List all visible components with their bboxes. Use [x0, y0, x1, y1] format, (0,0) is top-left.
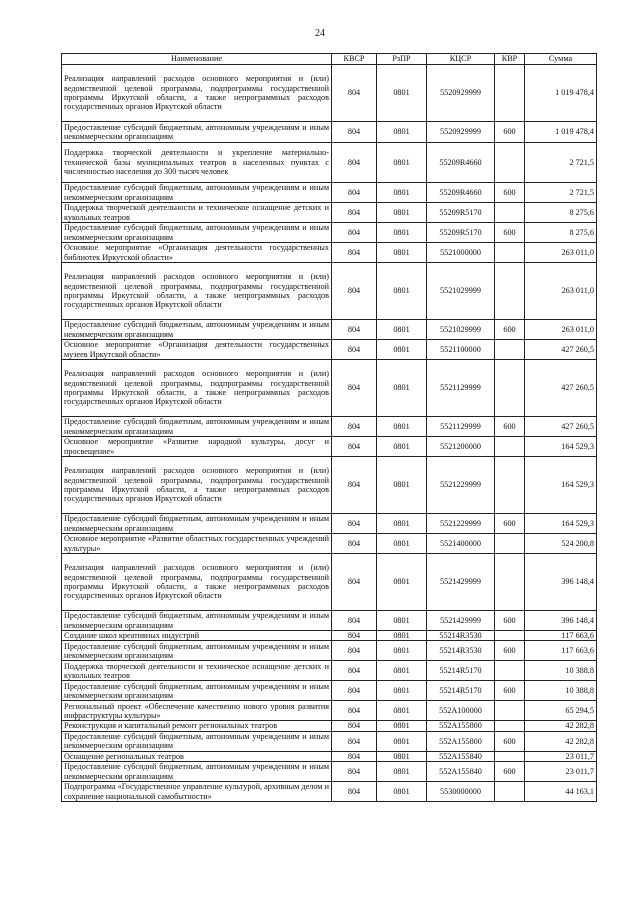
cell-rzpr: 0801 [377, 122, 427, 143]
header-sum: Сумма [525, 54, 597, 65]
cell-kcsr: 55209R4660 [427, 143, 495, 183]
cell-kvsr: 804 [332, 223, 377, 243]
cell-name: Предоставление субсидий бюджетным, автономным учреждениям и иным некоммерческим организациям [62, 611, 332, 631]
cell-name: Предоставление субсидий бюджетным, автономным учреждениям и иным некоммерческим организациям [62, 762, 332, 782]
cell-kvsr: 804 [332, 782, 377, 802]
cell-kvsr: 804 [332, 340, 377, 360]
cell-kvr [495, 751, 525, 761]
cell-sum: 396 148,4 [525, 554, 597, 611]
table-row [62, 762, 597, 782]
table-row [62, 782, 597, 802]
cell-kcsr: 5521429999 [427, 611, 495, 631]
cell-kvr [495, 701, 525, 721]
cell-name: Основное мероприятие «Организация деятельности государственных музеев Иркутской области» [62, 340, 332, 360]
cell-sum: 427 260,5 [525, 360, 597, 417]
cell-kvr: 600 [495, 223, 525, 243]
header-rzpr: РзПР [377, 54, 427, 65]
table-row [62, 514, 597, 534]
cell-kvr [495, 721, 525, 731]
cell-sum: 164 529,3 [525, 457, 597, 514]
table-row [62, 203, 597, 223]
cell-kvsr: 804 [332, 143, 377, 183]
table-row [62, 143, 597, 183]
cell-name: Поддержка творческой деятельности и укрепление материально-технической базы муниципальных театров в населенных пунктах с численностью населения до 300 тысяч человек [62, 143, 332, 183]
cell-rzpr: 0801 [377, 701, 427, 721]
cell-kvr [495, 661, 525, 681]
header-kvsr: КВСР [332, 54, 377, 65]
cell-name: Предоставление субсидий бюджетным, автономным учреждениям и иным некоммерческим организациям [62, 514, 332, 534]
cell-sum: 117 663,6 [525, 631, 597, 641]
cell-kcsr: 5520929999 [427, 122, 495, 143]
cell-kvr: 600 [495, 183, 525, 203]
cell-name: Реализация направлений расходов основного мероприятия и (или) ведомственной целевой программы, подпрограммы государственной программы Иркутской области, а также непрограммных расходов государственных органов Иркутской области [62, 457, 332, 514]
cell-kcsr: 5521129999 [427, 360, 495, 417]
cell-kvsr: 804 [332, 554, 377, 611]
cell-rzpr: 0801 [377, 263, 427, 320]
cell-kvr: 600 [495, 731, 525, 751]
table-row [62, 731, 597, 751]
cell-kvr: 600 [495, 681, 525, 701]
cell-kcsr: 5521400000 [427, 534, 495, 554]
cell-kvsr: 804 [332, 203, 377, 223]
cell-name: Предоставление субсидий бюджетным, автономным учреждениям и иным некоммерческим организациям [62, 183, 332, 203]
cell-kvsr: 804 [332, 514, 377, 534]
cell-sum: 117 663,6 [525, 641, 597, 661]
cell-kcsr: 5521029999 [427, 263, 495, 320]
cell-kvsr: 804 [332, 183, 377, 203]
table-row [62, 554, 597, 611]
cell-kcsr: 552A155840 [427, 762, 495, 782]
cell-kvr [495, 554, 525, 611]
cell-sum: 10 388,8 [525, 661, 597, 681]
cell-name: Региональный проект «Обеспечение качественно нового уровня развития инфраструктуры культуры» [62, 701, 332, 721]
table-row [62, 534, 597, 554]
cell-kcsr: 5521429999 [427, 554, 495, 611]
cell-kcsr: 55209R5170 [427, 223, 495, 243]
cell-rzpr: 0801 [377, 457, 427, 514]
cell-rzpr: 0801 [377, 340, 427, 360]
cell-kcsr: 55214R3530 [427, 641, 495, 661]
table-row [62, 661, 597, 681]
cell-kcsr: 5530000000 [427, 782, 495, 802]
cell-kcsr: 5521229999 [427, 514, 495, 534]
cell-kvsr: 804 [332, 641, 377, 661]
cell-kvr: 600 [495, 611, 525, 631]
cell-name: Реконструкция и капитальный ремонт региональных театров [62, 721, 332, 731]
cell-rzpr: 0801 [377, 721, 427, 731]
cell-sum: 23 011,7 [525, 751, 597, 761]
cell-name: Предоставление субсидий бюджетным, автономным учреждениям и иным некоммерческим организациям [62, 417, 332, 437]
cell-rzpr: 0801 [377, 751, 427, 761]
cell-kcsr: 5521029999 [427, 320, 495, 340]
cell-kcsr: 55209R5170 [427, 203, 495, 223]
cell-kvsr: 804 [332, 417, 377, 437]
cell-kvsr: 804 [332, 751, 377, 761]
cell-kvr: 600 [495, 417, 525, 437]
cell-kvr: 600 [495, 641, 525, 661]
cell-name: Предоставление субсидий бюджетным, автономным учреждениям и иным некоммерческим организациям [62, 320, 332, 340]
cell-rzpr: 0801 [377, 203, 427, 223]
cell-kcsr: 552A100000 [427, 701, 495, 721]
cell-rzpr: 0801 [377, 554, 427, 611]
cell-sum: 2 721,5 [525, 183, 597, 203]
cell-name: Основное мероприятие «Развитие народной культуры, досуг и просвещение» [62, 437, 332, 457]
cell-sum: 164 529,3 [525, 514, 597, 534]
cell-rzpr: 0801 [377, 782, 427, 802]
cell-kvr [495, 203, 525, 223]
cell-kcsr: 55214R3530 [427, 631, 495, 641]
cell-kvsr: 804 [332, 457, 377, 514]
cell-kvsr: 804 [332, 681, 377, 701]
cell-sum: 263 011,0 [525, 263, 597, 320]
cell-kvr [495, 631, 525, 641]
cell-kcsr: 5521200000 [427, 437, 495, 457]
cell-kvsr: 804 [332, 721, 377, 731]
cell-kcsr: 552A155840 [427, 751, 495, 761]
cell-kcsr: 55214R5170 [427, 681, 495, 701]
cell-kvsr: 804 [332, 437, 377, 457]
cell-kcsr: 552A155800 [427, 721, 495, 731]
table-header-row [62, 54, 597, 65]
cell-name: Создание школ креативных индустрий [62, 631, 332, 641]
cell-name: Реализация направлений расходов основного мероприятия и (или) ведомственной целевой программы, подпрограммы государственной программы Иркутской области, а также непрограммных расходов государственных органов Иркутской области [62, 360, 332, 417]
cell-kcsr: 552A155800 [427, 731, 495, 751]
table-row [62, 65, 597, 122]
cell-sum: 10 388,8 [525, 681, 597, 701]
cell-kvr [495, 457, 525, 514]
table-row [62, 183, 597, 203]
table-row [62, 340, 597, 360]
cell-kvr [495, 782, 525, 802]
cell-kvr: 600 [495, 122, 525, 143]
table-row [62, 611, 597, 631]
table-row [62, 243, 597, 263]
table-row [62, 263, 597, 320]
cell-kvr [495, 263, 525, 320]
cell-rzpr: 0801 [377, 417, 427, 437]
cell-name: Поддержка творческой деятельности и техническое оснащение детских и кукольных театров [62, 661, 332, 681]
cell-sum: 8 275,6 [525, 223, 597, 243]
cell-kvsr: 804 [332, 65, 377, 122]
table-row [62, 417, 597, 437]
cell-name: Предоставление субсидий бюджетным, автономным учреждениям и иным некоммерческим организациям [62, 122, 332, 143]
cell-name: Реализация направлений расходов основного мероприятия и (или) ведомственной целевой программы, подпрограммы государственной программы Иркутской области, а также непрограммных расходов государственных органов Иркутской области [62, 65, 332, 122]
cell-rzpr: 0801 [377, 360, 427, 417]
cell-sum: 427 260,5 [525, 340, 597, 360]
cell-name: Предоставление субсидий бюджетным, автономным учреждениям и иным некоммерческим организациям [62, 641, 332, 661]
cell-rzpr: 0801 [377, 631, 427, 641]
cell-kcsr: 5521000000 [427, 243, 495, 263]
page-number: 24 [315, 28, 325, 39]
table-row [62, 457, 597, 514]
cell-kvsr: 804 [332, 731, 377, 751]
cell-rzpr: 0801 [377, 183, 427, 203]
cell-sum: 23 011,7 [525, 762, 597, 782]
cell-rzpr: 0801 [377, 731, 427, 751]
cell-kvsr: 804 [332, 320, 377, 340]
cell-rzpr: 0801 [377, 143, 427, 183]
cell-kvr: 600 [495, 762, 525, 782]
table-row [62, 223, 597, 243]
cell-kvr [495, 243, 525, 263]
cell-sum: 524 200,8 [525, 534, 597, 554]
cell-kcsr: 5521100000 [427, 340, 495, 360]
cell-name: Подпрограмма «Государственное управление культурой, архивным делом и сохранение национальной самобытности» [62, 782, 332, 802]
cell-name: Реализация направлений расходов основного мероприятия и (или) ведомственной целевой программы, подпрограммы государственной программы Иркутской области, а также непрограммных расходов государственных органов Иркутской области [62, 554, 332, 611]
cell-kvsr: 804 [332, 534, 377, 554]
cell-kvsr: 804 [332, 611, 377, 631]
cell-kvr: 600 [495, 514, 525, 534]
cell-name: Основное мероприятие «Развитие областных государственных учреждений культуры» [62, 534, 332, 554]
cell-sum: 42 282,8 [525, 731, 597, 751]
cell-name: Предоставление субсидий бюджетным, автономным учреждениям и иным некоммерческим организациям [62, 731, 332, 751]
cell-rzpr: 0801 [377, 65, 427, 122]
table-row [62, 701, 597, 721]
cell-sum: 2 721,5 [525, 143, 597, 183]
table-row [62, 641, 597, 661]
cell-rzpr: 0801 [377, 437, 427, 457]
cell-name: Поддержка творческой деятельности и техническое оснащение детских и кукольных театров [62, 203, 332, 223]
cell-sum: 164 529,3 [525, 437, 597, 457]
cell-kvsr: 804 [332, 263, 377, 320]
table-row [62, 721, 597, 731]
cell-sum: 427 260,5 [525, 417, 597, 437]
header-name: Наименование [62, 54, 332, 65]
cell-sum: 8 275,6 [525, 203, 597, 223]
header-kcsr: КЦСР [427, 54, 495, 65]
cell-sum: 65 294,5 [525, 701, 597, 721]
cell-kvr: 600 [495, 320, 525, 340]
cell-rzpr: 0801 [377, 243, 427, 263]
cell-rzpr: 0801 [377, 681, 427, 701]
cell-rzpr: 0801 [377, 661, 427, 681]
cell-kcsr: 5521129999 [427, 417, 495, 437]
cell-kvr [495, 143, 525, 183]
cell-sum: 263 011,0 [525, 320, 597, 340]
cell-sum: 44 163,1 [525, 782, 597, 802]
table-row [62, 360, 597, 417]
cell-kcsr: 5521229999 [427, 457, 495, 514]
cell-sum: 1 019 478,4 [525, 122, 597, 143]
table-row [62, 631, 597, 641]
cell-kvsr: 804 [332, 122, 377, 143]
cell-kvr [495, 360, 525, 417]
cell-rzpr: 0801 [377, 611, 427, 631]
cell-name: Реализация направлений расходов основного мероприятия и (или) ведомственной целевой программы, подпрограммы государственной программы Иркутской области, а также непрограммных расходов государственных органов Иркутской области [62, 263, 332, 320]
cell-rzpr: 0801 [377, 514, 427, 534]
cell-name: Оснащение региональных театров [62, 751, 332, 761]
cell-name: Предоставление субсидий бюджетным, автономным учреждениям и иным некоммерческим организациям [62, 223, 332, 243]
cell-kcsr: 5520929999 [427, 65, 495, 122]
table-row [62, 437, 597, 457]
cell-name: Предоставление субсидий бюджетным, автономным учреждениям и иным некоммерческим организациям [62, 681, 332, 701]
cell-kcsr: 55214R5170 [427, 661, 495, 681]
cell-kvr [495, 534, 525, 554]
budget-table [61, 53, 597, 802]
table-row [62, 320, 597, 340]
cell-kvr [495, 65, 525, 122]
cell-kvsr: 804 [332, 243, 377, 263]
header-kvr: КВР [495, 54, 525, 65]
cell-kvr [495, 437, 525, 457]
cell-sum: 42 282,8 [525, 721, 597, 731]
cell-sum: 396 148,4 [525, 611, 597, 631]
table-row [62, 751, 597, 761]
table-row [62, 681, 597, 701]
cell-kvsr: 804 [332, 701, 377, 721]
cell-kvsr: 804 [332, 661, 377, 681]
cell-sum: 263 011,0 [525, 243, 597, 263]
table-row [62, 122, 597, 143]
cell-name: Основное мероприятие «Организация деятельности государственных библиотек Иркутской области» [62, 243, 332, 263]
cell-rzpr: 0801 [377, 641, 427, 661]
cell-kvsr: 804 [332, 762, 377, 782]
cell-kvsr: 804 [332, 631, 377, 641]
cell-rzpr: 0801 [377, 320, 427, 340]
cell-rzpr: 0801 [377, 762, 427, 782]
cell-kvr [495, 340, 525, 360]
cell-rzpr: 0801 [377, 223, 427, 243]
cell-kcsr: 55209R4660 [427, 183, 495, 203]
cell-kvsr: 804 [332, 360, 377, 417]
cell-rzpr: 0801 [377, 534, 427, 554]
cell-sum: 1 019 478,4 [525, 65, 597, 122]
